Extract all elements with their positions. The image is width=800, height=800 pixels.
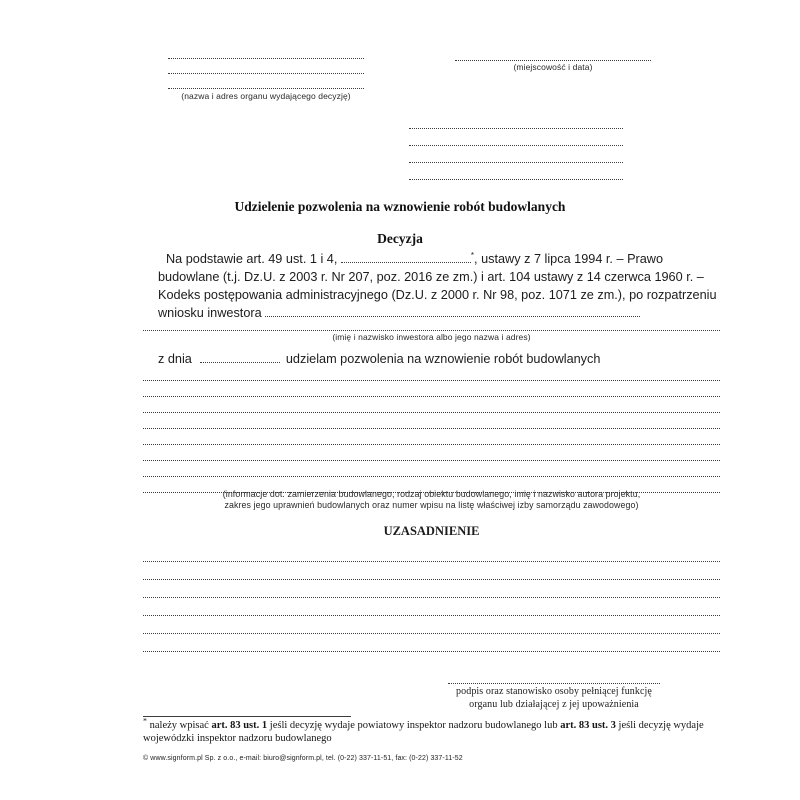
- fill-in-line: [168, 74, 364, 89]
- fill-in-line: [143, 365, 720, 381]
- signature-caption-line1: podpis oraz stanowisko osoby pełniącej funkcję: [456, 686, 652, 697]
- fill-in-line: [409, 146, 623, 163]
- footnote: [143, 716, 725, 745]
- fill-in-line: [143, 634, 720, 652]
- fill-in-line: [168, 44, 364, 59]
- details-lines-block: [143, 365, 720, 493]
- footnote-bold-1: art. 83 ust. 1: [211, 720, 268, 731]
- publisher-footer: © www.signform.pl Sp. z o.o., e-mail: biuro@signform.pl, tel. (0-22) 337-11-51, fax: (0-22) 337-11-52: [143, 755, 463, 762]
- decision-prefix: z dnia: [158, 352, 192, 366]
- fill-in-line: [409, 163, 623, 180]
- footnote-text-1: należy wpisać: [149, 720, 212, 731]
- fill-in-line: [409, 129, 623, 146]
- issuer-block: [168, 44, 364, 101]
- place-date-caption: (miejscowość i data): [513, 62, 593, 72]
- footnote-bold-2: art. 83 ust. 3: [560, 720, 616, 731]
- fill-in-line: [143, 562, 720, 580]
- fill-in-line: [143, 461, 720, 477]
- fill-in-line: [455, 46, 651, 61]
- signature-caption: [448, 686, 660, 711]
- footnote-divider: [143, 716, 351, 717]
- footnote-reference-marker: *: [470, 250, 475, 260]
- details-caption-line1: (informacje dot. zamierzenia budowlanego, rodzaj obiektu budowlanego, imię i nazwisko autora projektu,: [222, 489, 641, 499]
- signature-fill-in-line: [448, 669, 660, 684]
- decision-suffix: udzielam pozwolenia na wznowienie robót budowlanych: [285, 352, 601, 366]
- signature-block: [448, 669, 660, 711]
- legal-basis-paragraph: [145, 250, 725, 322]
- footnote-text-3: jeśli decyzję wydaje wojewódzki inspektor nadzoru budowlanego: [143, 720, 704, 744]
- fill-in-blank: [341, 251, 471, 263]
- investor-caption: (imię i nazwisko inwestora albo jego nazwa i adres): [332, 332, 531, 342]
- fill-in-line: [143, 413, 720, 429]
- fill-in-line: [409, 112, 623, 129]
- legal-basis-text-1: Na podstawie art. 49 ust. 1 i 4,: [166, 252, 338, 266]
- issuer-caption: (nazwa i adres organu wydającego decyzję): [181, 91, 351, 101]
- reference-lines-block: [409, 112, 623, 180]
- justification-lines-block: [143, 544, 720, 652]
- decision-line: [158, 351, 600, 366]
- justification-heading: UZASADNIENIE: [383, 524, 480, 538]
- details-caption: [143, 489, 720, 511]
- fill-in-line: [143, 445, 720, 461]
- footnote-marker: *: [143, 716, 147, 726]
- fill-in-line: [143, 616, 720, 634]
- fill-in-line: [168, 59, 364, 74]
- legal-basis-text-2: , ustawy z 7 lipca 1994 r. – Prawo budowlane (t.j. Dz.U. z 2003 r. Nr 207, poz. 2016 ze zm.) i art. 104 ustawy z 14 czerwca 1960 r. – Kodeks postępowania administracyjnego (Dz.U. z 2000 r. Nr 98, poz. 1071 ze zm.), po rozpatrzeniu wniosku inwestora: [158, 252, 717, 320]
- date-fill-in-blank: [200, 351, 280, 363]
- fill-in-line: [143, 580, 720, 598]
- investor-fill-in-line: [143, 316, 720, 331]
- place-date-block: [455, 46, 651, 72]
- document-title: Udzielenie pozwolenia na wznowienie robót budowlanych: [234, 199, 566, 214]
- fill-in-line: [143, 397, 720, 413]
- details-caption-line2: zakres jego uprawnień budowlanych oraz numer wpisu na listę właściwej izby samorządu zawodowego): [224, 500, 639, 510]
- footnote-text-2: jeśli decyzję wydaje powiatowy inspektor nadzoru budowlanego lub: [267, 720, 561, 731]
- document-subtitle: Decyzja: [377, 231, 423, 246]
- fill-in-line: [143, 381, 720, 397]
- fill-in-line: [143, 598, 720, 616]
- signature-caption-line2: organu lub działającej z jej upoważnienia: [469, 698, 639, 710]
- fill-in-line: [143, 544, 720, 562]
- fill-in-line: [143, 429, 720, 445]
